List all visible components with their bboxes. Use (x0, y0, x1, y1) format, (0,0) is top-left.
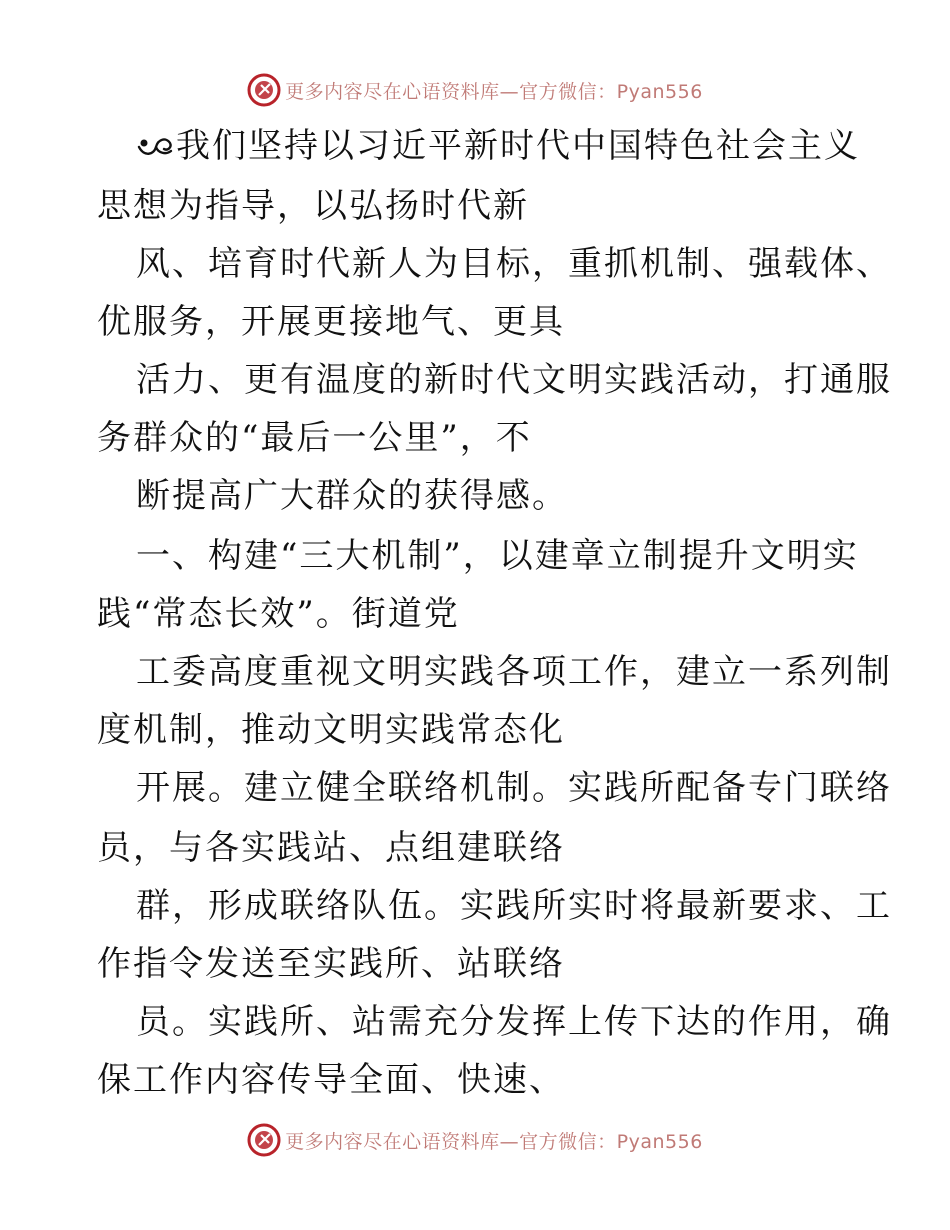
text-line-4: 优服务，开展更接地气、更具 (97, 302, 565, 342)
text-line-8: 一、构建“三大机制”，以建章立制提升文明实 (136, 536, 859, 576)
text-line-3: 风、培育时代新人为目标，重抓机制、强载体、 (136, 244, 892, 284)
seal-logo-icon (247, 73, 281, 107)
text-line-6: 务群众的“最后一公里”，不 (97, 418, 532, 458)
footer-banner-text: 更多内容尽在心语资料库—官方微信：Pyan556 (285, 1130, 703, 1153)
text-line-5: 活力、更有温度的新时代文明实践活动，打通服 (136, 360, 892, 400)
footer-banner (0, 1120, 950, 1160)
text-line-7: 断提高广大群众的获得感。 (136, 476, 568, 516)
text-line-11: 度机制，推动文明实践常态化 (97, 710, 565, 750)
text-line-15: 作指令发送至实践所、站联络 (97, 944, 565, 984)
seal-logo-icon (247, 1123, 281, 1157)
text-line-14: 群，形成联络队伍。实践所实时将最新要求、工 (136, 886, 892, 926)
text-line-13: 员，与各实践站、点组建联络 (97, 828, 565, 868)
text-line-10: 工委高度重视文明实践各项工作，建立一系列制 (136, 652, 892, 692)
text-line-16: 员。实践所、站需充分发挥上传下达的作用，确 (136, 1002, 892, 1042)
flourish-icon (136, 127, 174, 161)
header-banner-text: 更多内容尽在心语资料库—官方微信：Pyan556 (285, 80, 703, 103)
text-line-2: 思想为指导，以弘扬时代新 (97, 186, 529, 226)
text-line-1-text: 我们坚持以习近平新时代中国特色社会主义 (176, 126, 860, 166)
text-line-12: 开展。建立健全联络机制。实践所配备专门联络 (136, 768, 892, 808)
text-line-1 (136, 118, 860, 174)
header-banner (0, 70, 950, 110)
text-line-17: 保工作内容传导全面、快速、 (97, 1060, 565, 1100)
text-line-9: 践“常态长效”。街道党 (97, 594, 460, 634)
